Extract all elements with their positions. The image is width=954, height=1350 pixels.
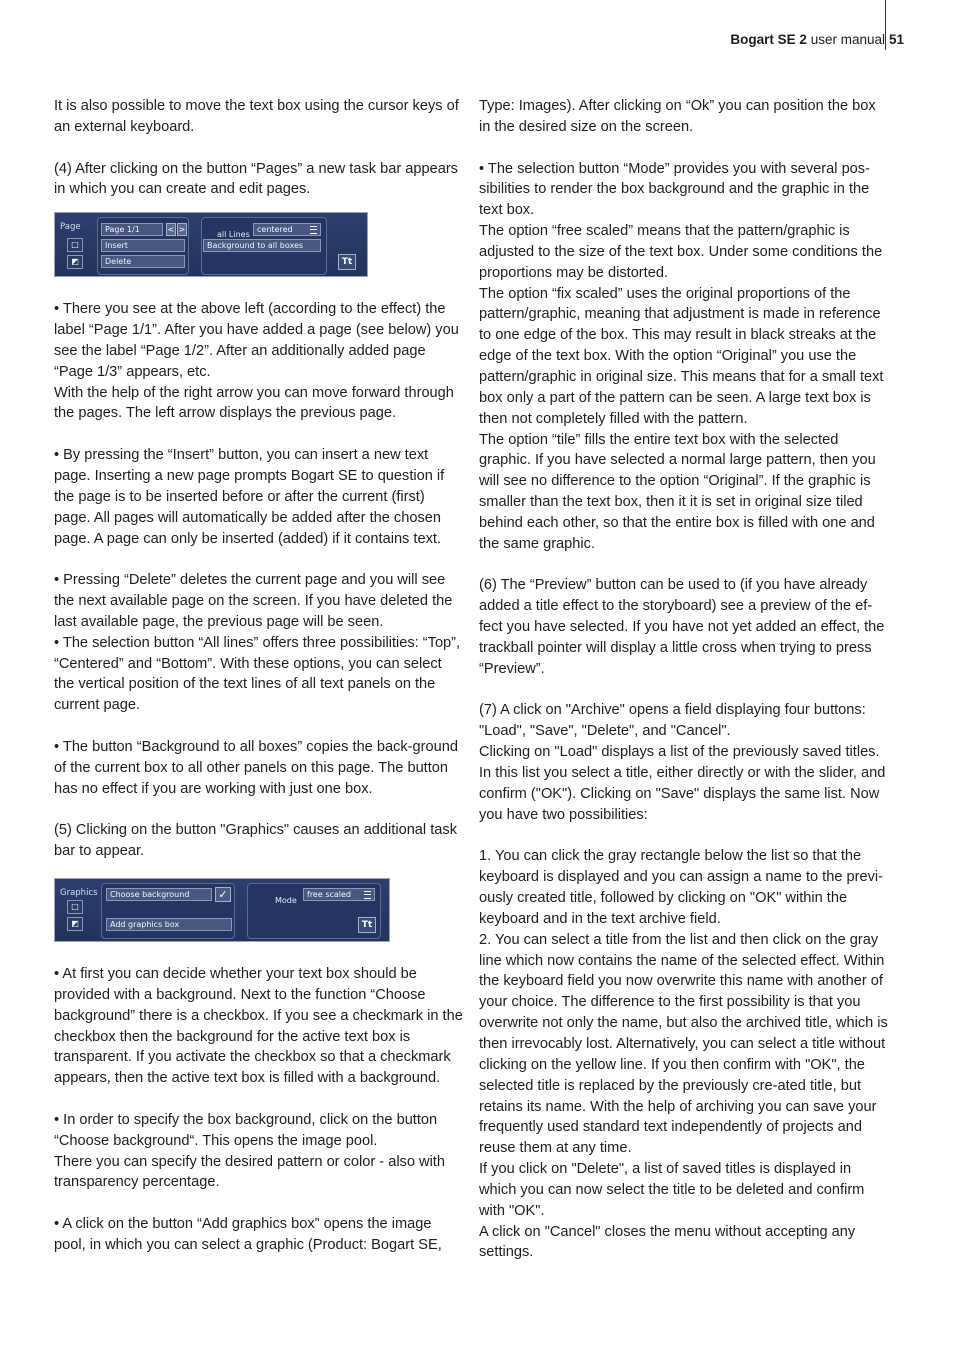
square-icon: □ — [67, 238, 83, 252]
header-suffix: user manual — [806, 32, 885, 47]
all-lines-select — [253, 223, 321, 236]
paragraph: The option “tile” fills the entire text box with the selected graphic. If you have selected a normal large pattern, then you will see no difference to the option “Original”. If the graphic is smaller than the text box, then it it is set in original size tiled behind each other, so that the entire box is filled with one and the same graphic. — [479, 431, 876, 552]
paragraph: 1. You can click the gray rectangle below the list so that the keyboard is displayed and you can assign a name to the previ-ously created title, followed by clicking on "OK" within the keyboard and in the text archive field. — [479, 848, 884, 927]
square-icon: □ — [67, 900, 83, 914]
text-tool-icon: Tt — [358, 917, 376, 933]
paragraph: • There you see at the above left (according to the effect) the label “Page 1/1”. After you have added a page (see below) you see the label “Page 1/2”. After an additionally added page “Page 1/3” appears, etc. — [54, 301, 459, 380]
mode-label: Mode — [275, 896, 297, 905]
paragraph: • Pressing “Delete” deletes the current page and you will see the next available page on the screen. If you have deleted the last available page, the previous page will be seen. — [54, 572, 453, 630]
paragraph: 2. You can select a title from the list and then click on the gray line which now contains the name of the selected effect. Within the keyboard field you now overwrite this name with another of your choice. The difference to the first possibility is that you overwrite not only the name, but also the archived title, which is then irrevocably lost. Alternatively, you can select a title without clicking on the yellow line. If you then confirm with "OK", the selected title is replaced by the previously cre-ated title, but retains its name. With the help of archiving you can save your frequently used standard text independently of projects and reuse them at any time. — [479, 931, 888, 1157]
all-lines-label: all Lines — [217, 230, 250, 240]
header-divider — [885, 0, 886, 50]
picture-icon: ◩ — [67, 255, 83, 269]
add-graphics-box-button: Add graphics box — [106, 918, 232, 931]
paragraph: (6) The “Preview” button can be used to (if you have already added a title effect to the storyboard) see a preview of the ef-fect you have selected. If you have not yet added an effect, the trackball pointer will display a little cross when trying to press “Preview”. — [479, 577, 885, 677]
all-lines-value: centered — [257, 225, 293, 235]
picture-icon: ◩ — [67, 917, 83, 931]
background-to-all-boxes-button: Background to all boxes — [203, 239, 321, 252]
text-tool-icon: Tt — [338, 254, 356, 270]
background-checkbox: ✓ — [215, 887, 231, 902]
paragraph: With the help of the right arrow you can move forward through the pages. The left arrow displays the previous page. — [54, 384, 454, 422]
paragraph: The option “free scaled” means that the pattern/graphic is adjusted to the size of the text box. Under some conditions the proportions may be distorted. — [479, 223, 883, 281]
paragraph: • A click on the button “Add graphics box” opens the image pool, in which you can select a graphic (Product: Bogart SE, — [54, 1216, 442, 1253]
paragraph: • The selection button “Mode” provides you with several pos-sibilities to render the box background and the graphic in the text box. — [479, 160, 870, 219]
pages-taskbar-screenshot — [54, 212, 368, 277]
next-page-arrow: > — [178, 225, 186, 235]
paragraph: • At first you can decide whether your text box should be provided with a background. Next to the function “Choose background” there is a checkbox. If you see a checkmark in the checkbox then the background for the active text box is transparent. If you activate the checkbox so that a checkmark appears, then the active text box is filled with a background. — [54, 966, 463, 1087]
running-header — [730, 32, 885, 47]
graphics-taskbar-screenshot — [54, 878, 390, 942]
menu-icon — [364, 891, 371, 899]
paragraph: Type: Images). After clicking on “Ok” you can position the box in the desired size on the screen. — [479, 98, 876, 135]
paragraph: • The selection button “All lines” offers three possibilities: “Top”, “Centered” and “Bottom”. With these options, you can select the vertical position of the text lines of all text panels on the current page. — [54, 634, 461, 714]
paragraph: There you can specify the desired pattern or color - also with transparency percentage. — [54, 1153, 445, 1191]
insert-button: Insert — [101, 239, 185, 252]
prev-page-arrow: < — [167, 225, 175, 235]
taskbar-title: Page — [60, 222, 81, 233]
paragraph: Clicking on "Load" displays a list of the previously saved titles. In this list you select a title, either directly or with the slider, and confirm ("OK"). Clicking on "Save" displays the same list. Now you have two possibilities: — [479, 744, 886, 823]
paragraph: A click on "Cancel" closes the menu without accepting any settings. — [479, 1223, 856, 1261]
paragraph: (4) After clicking on the button “Pages” a new task bar appears in which you can create and edit pages. — [54, 160, 458, 198]
left-column — [54, 96, 464, 1256]
paragraph: (5) Clicking on the button "Graphics" causes an additional task bar to appear. — [54, 822, 457, 860]
paragraph: (7) A click on "Archive" opens a field displaying four buttons: "Load", "Save", "Delete", and "Cancel". — [479, 702, 866, 740]
right-column — [479, 96, 889, 1263]
choose-background-button: Choose background — [106, 888, 212, 901]
paragraph: • The button “Background to all boxes” copies the back-ground of the current box to all other panels on this page. The button has no effect if you are working with just one box. — [54, 738, 458, 797]
mode-value: free scaled — [307, 890, 352, 899]
paragraph: The option “fix scaled” uses the original proportions of the pattern/graphic, meaning that adjustment is made in reference to one edge of the box. This may result in black streaks at the edge of the text box. With the option “Original” you use the pattern/graphic in original size. This means that for a small text box only a part of the pattern can be seen. A large text box is then not completely filled with the pattern. — [479, 285, 884, 427]
page-label-field: Page 1/1 — [101, 223, 163, 236]
paragraph: • By pressing the “Insert” button, you can insert a new text page. Inserting a new page prompts Bogart SE to question if the page is to be inserted before or after the current (first) page. All pages will automatically be added after the chosen page. A page can only be inserted (added) if it contains text. — [54, 447, 445, 547]
menu-icon — [310, 226, 317, 234]
taskbar-title: Graphics — [60, 888, 98, 898]
paragraph: It is also possible to move the text box using the cursor keys of an external keyboard. — [54, 98, 459, 135]
page-number: 51 — [889, 32, 905, 47]
paragraph: If you click on "Delete", a list of saved titles is displayed in which you can now select the title to be deleted and confirm with "OK". — [479, 1161, 865, 1219]
mode-select — [303, 888, 375, 901]
paragraph: • In order to specify the box background, click on the button “Choose background“. This opens the image pool. — [54, 1111, 438, 1149]
product-name: Bogart SE 2 — [730, 32, 807, 47]
delete-button: Delete — [101, 255, 185, 268]
